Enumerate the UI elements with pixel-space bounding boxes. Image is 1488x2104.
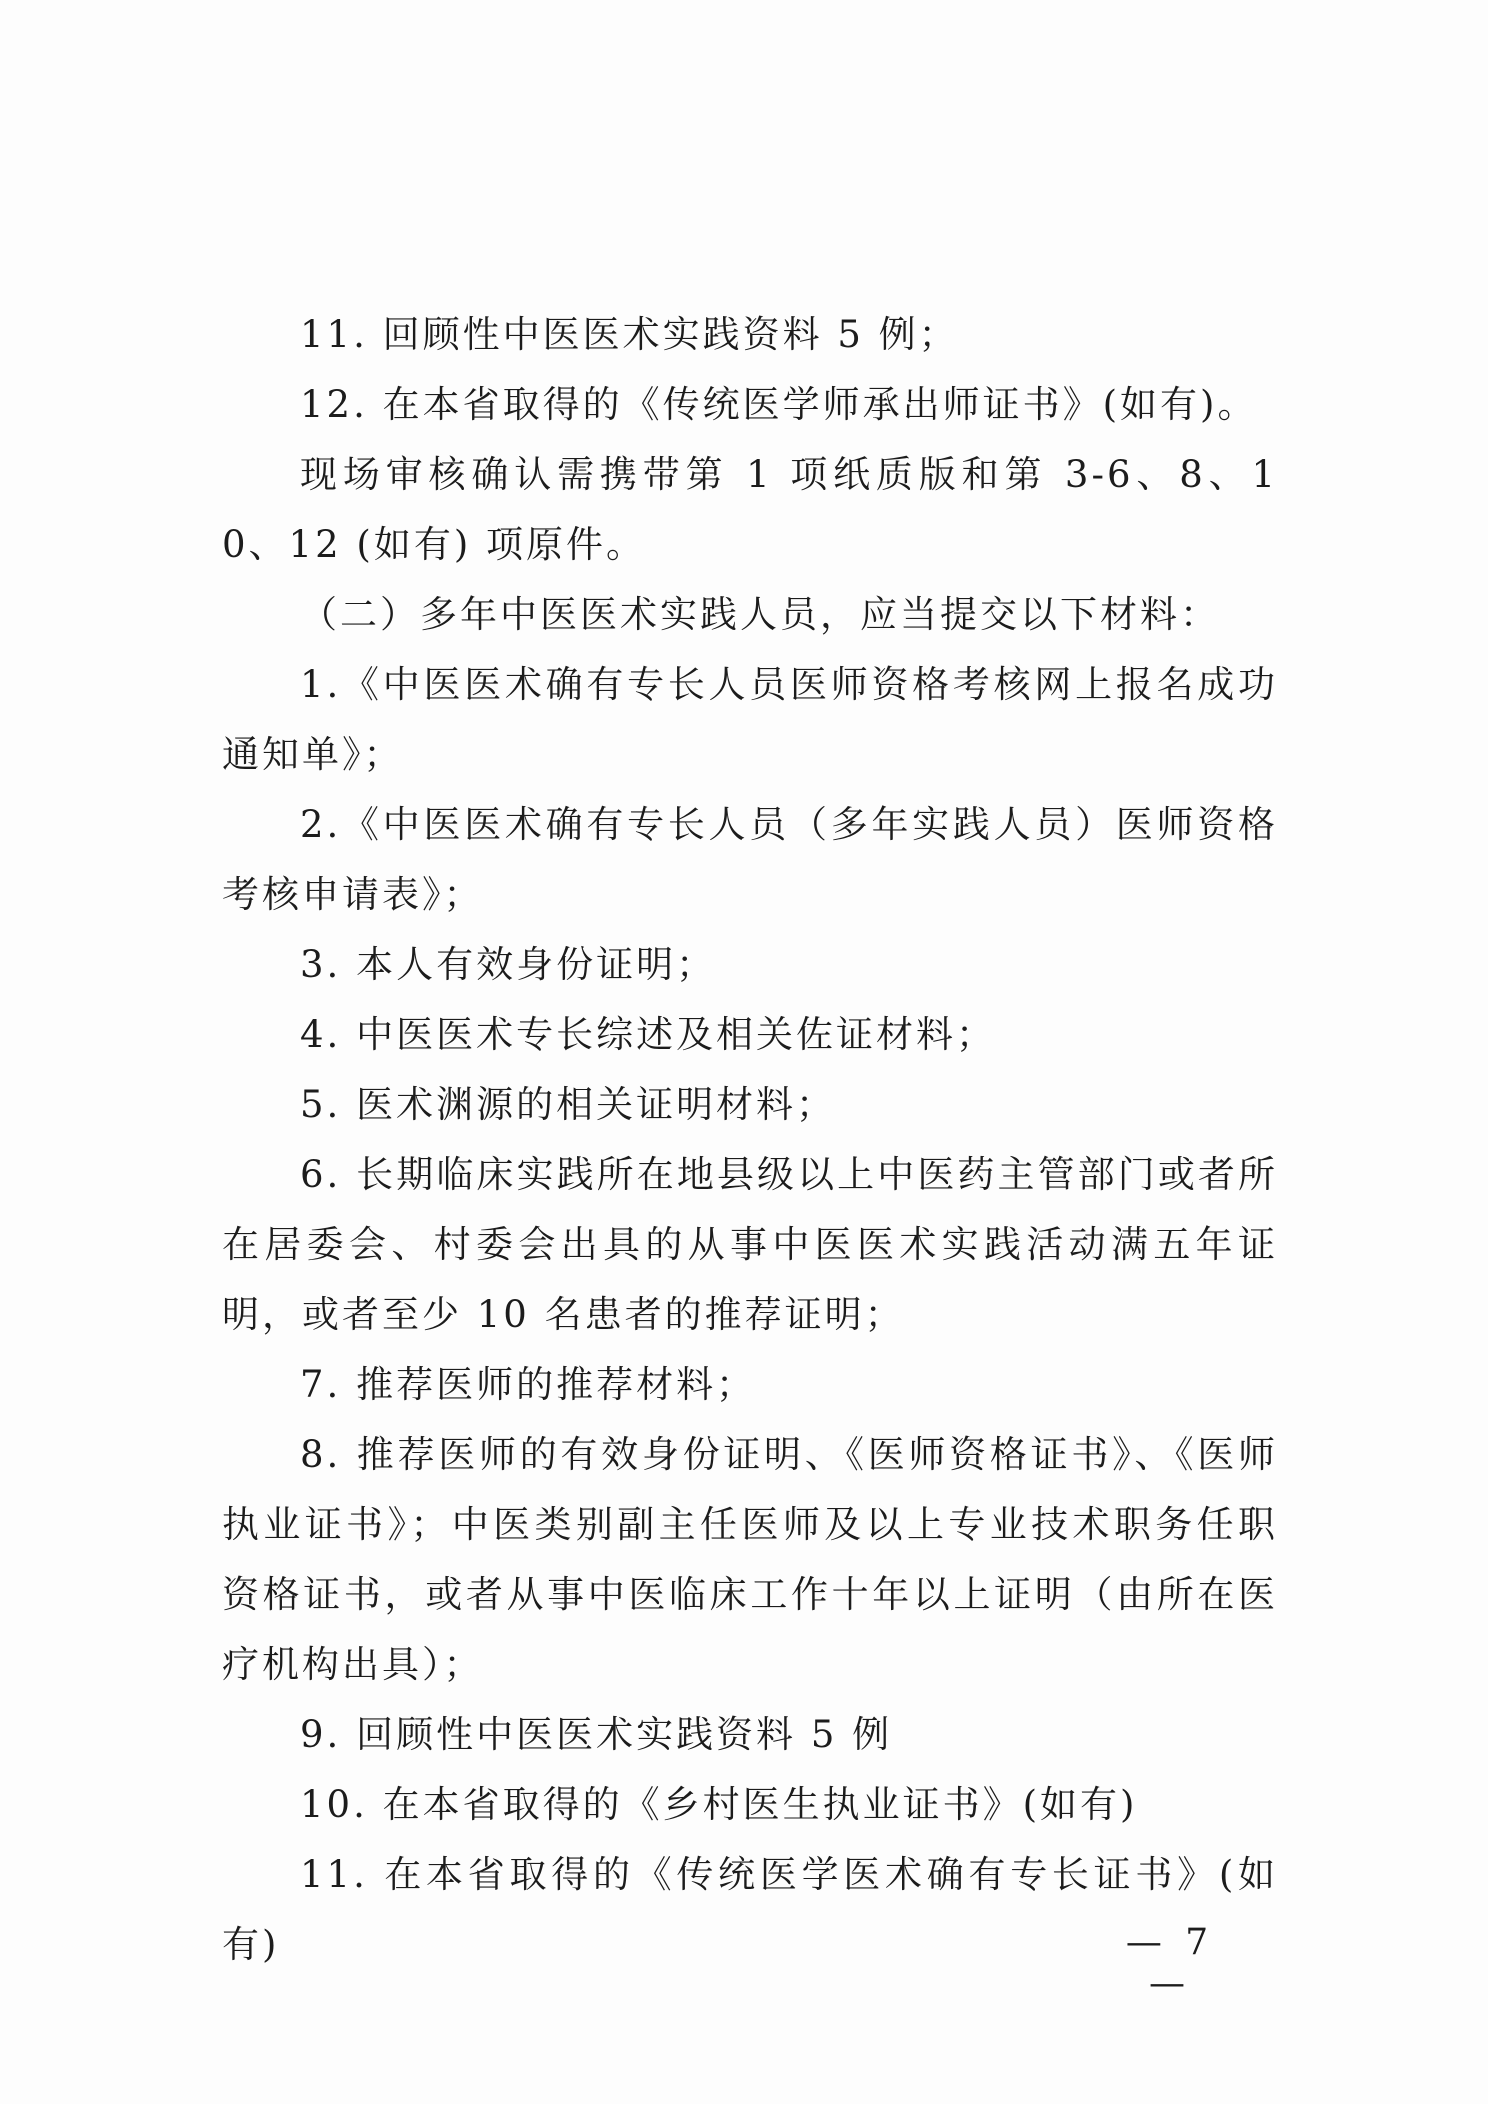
document-body	[222, 300, 1278, 1980]
list-item-9: 9. 回顾性中医医术实践资料 5 例	[300, 1713, 893, 1756]
list-item-10: 10. 在本省取得的《乡村医生执业证书》(如有)	[300, 1783, 1138, 1826]
list-item-7: 7. 推荐医师的推荐材料；	[300, 1363, 757, 1406]
list-item-2: 2.《中医医术确有专长人员（多年实践人员）医师资格考核申请表》；	[222, 803, 1278, 916]
list-item-5: 5. 医术渊源的相关证明材料；	[300, 1083, 837, 1126]
list-item-3: 3. 本人有效身份证明；	[300, 943, 717, 986]
list-item-4: 4. 中医医术专长综述及相关佐证材料；	[300, 1013, 997, 1056]
list-item-1: 1.《中医医术确有专长人员医师资格考核网上报名成功通知单》；	[222, 663, 1278, 776]
list-item-8: 8. 推荐医师的有效身份证明、《医师资格证书》、《医师执业证书》；中医类别副主任医师及以上专业技术职务任职资格证书，或者从事中医临床工作十年以上证明（由所在医疗机构出具）；	[222, 1433, 1278, 1686]
paragraph-item-12-certificate: 12. 在本省取得的《传统医学师承出师证书》(如有)。	[300, 383, 1258, 426]
page-number: — 7 —	[1125, 1922, 1215, 2004]
paragraph-onsite-review: 现场审核确认需携带第 1 项纸质版和第 3-6、8、10、12 (如有) 项原件。	[222, 453, 1278, 566]
list-item-6: 6. 长期临床实践所在地县级以上中医药主管部门或者所在居委会、村委会出具的从事中医医术实践活动满五年证明，或者至少 10 名患者的推荐证明；	[222, 1153, 1278, 1336]
list-item-11: 11. 在本省取得的《传统医学医术确有专长证书》(如有)	[222, 1853, 1278, 1966]
paragraph-item-11-retrospective: 11. 回顾性中医医术实践资料 5 例；	[300, 313, 959, 356]
section-heading-2: （二）多年中医医术实践人员，应当提交以下材料：	[300, 593, 1220, 636]
